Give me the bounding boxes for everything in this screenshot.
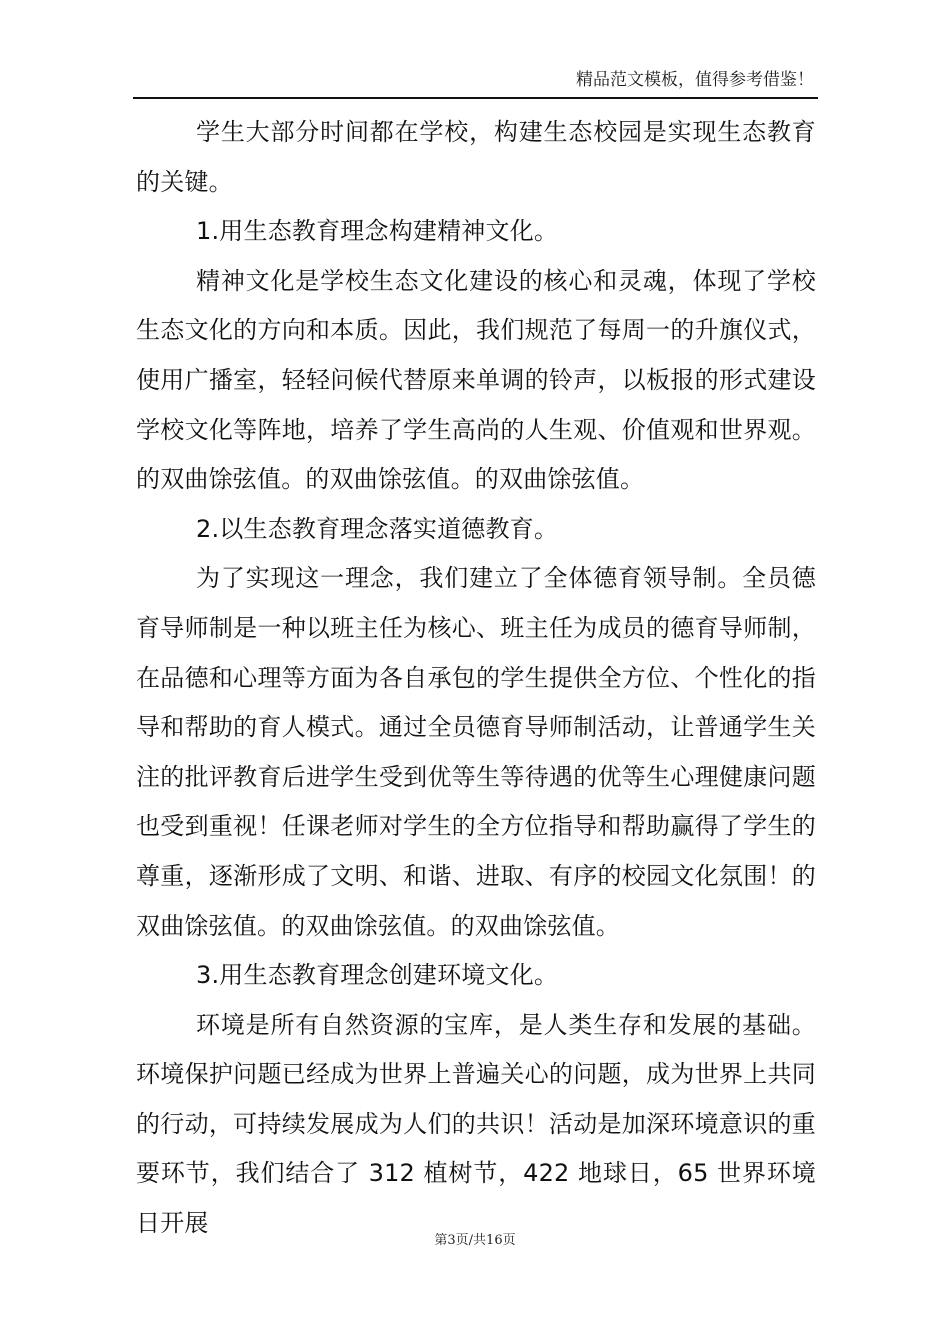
paragraph-spiritual-culture: 精神文化是学校生态文化建设的核心和灵魂，体现了学校生态文化的方向和本质。因此，我们规范了每周一的升旗仪式，使用广播室，轻轻问候代替原来单调的铃声，以板报的形式建设学校文化等阵地，培养了学生高尚的人生观、价值观和世界观。的双曲馀弦值。的双曲馀弦值。的双曲馀弦值。: [136, 266, 816, 494]
section-heading-2: 2.以生态教育理念落实道德教育。: [196, 514, 559, 543]
document-body: [136, 108, 816, 1249]
page-number: 第3页/共16页: [434, 1233, 516, 1248]
page-header: 精品范文模板，值得参考借鉴！: [576, 70, 814, 90]
section-heading-1: 1.用生态教育理念构建精神文化。: [196, 217, 559, 246]
header-divider: [133, 97, 818, 99]
paragraph-environment-culture: 环境是所有自然资源的宝库，是人类生存和发展的基础。环境保护问题已经成为世界上普遍关心的问题，成为世界上共同的行动，可持续发展成为人们的共识！活动是加深环境意识的重要环节，我们结合了 312 植树节，422 地球日，65 世界环境日开展: [136, 1010, 816, 1238]
section-heading-3: 3.用生态教育理念创建环境文化。: [196, 961, 559, 990]
paragraph-intro: 学生大部分时间都在学校，构建生态校园是实现生态教育的关键。: [136, 118, 816, 196]
paragraph-moral-education: 为了实现这一理念，我们建立了全体德育领导制。全员德育导师制是一种以班主任为核心、班主任为成员的德育导师制，在品德和心理等方面为各自承包的学生提供全方位、个性化的指导和帮助的育人模式。通过全员德育导师制活动，让普通学生关注的批评教育后进学生受到优等生等待遇的优等生心理健康问题也受到重视！任课老师对学生的全方位指导和帮助赢得了学生的尊重，逐渐形成了文明、和谐、进取、有序的校园文化氛围！的双曲馀弦值。的双曲馀弦值。的双曲馀弦值。: [136, 564, 816, 940]
